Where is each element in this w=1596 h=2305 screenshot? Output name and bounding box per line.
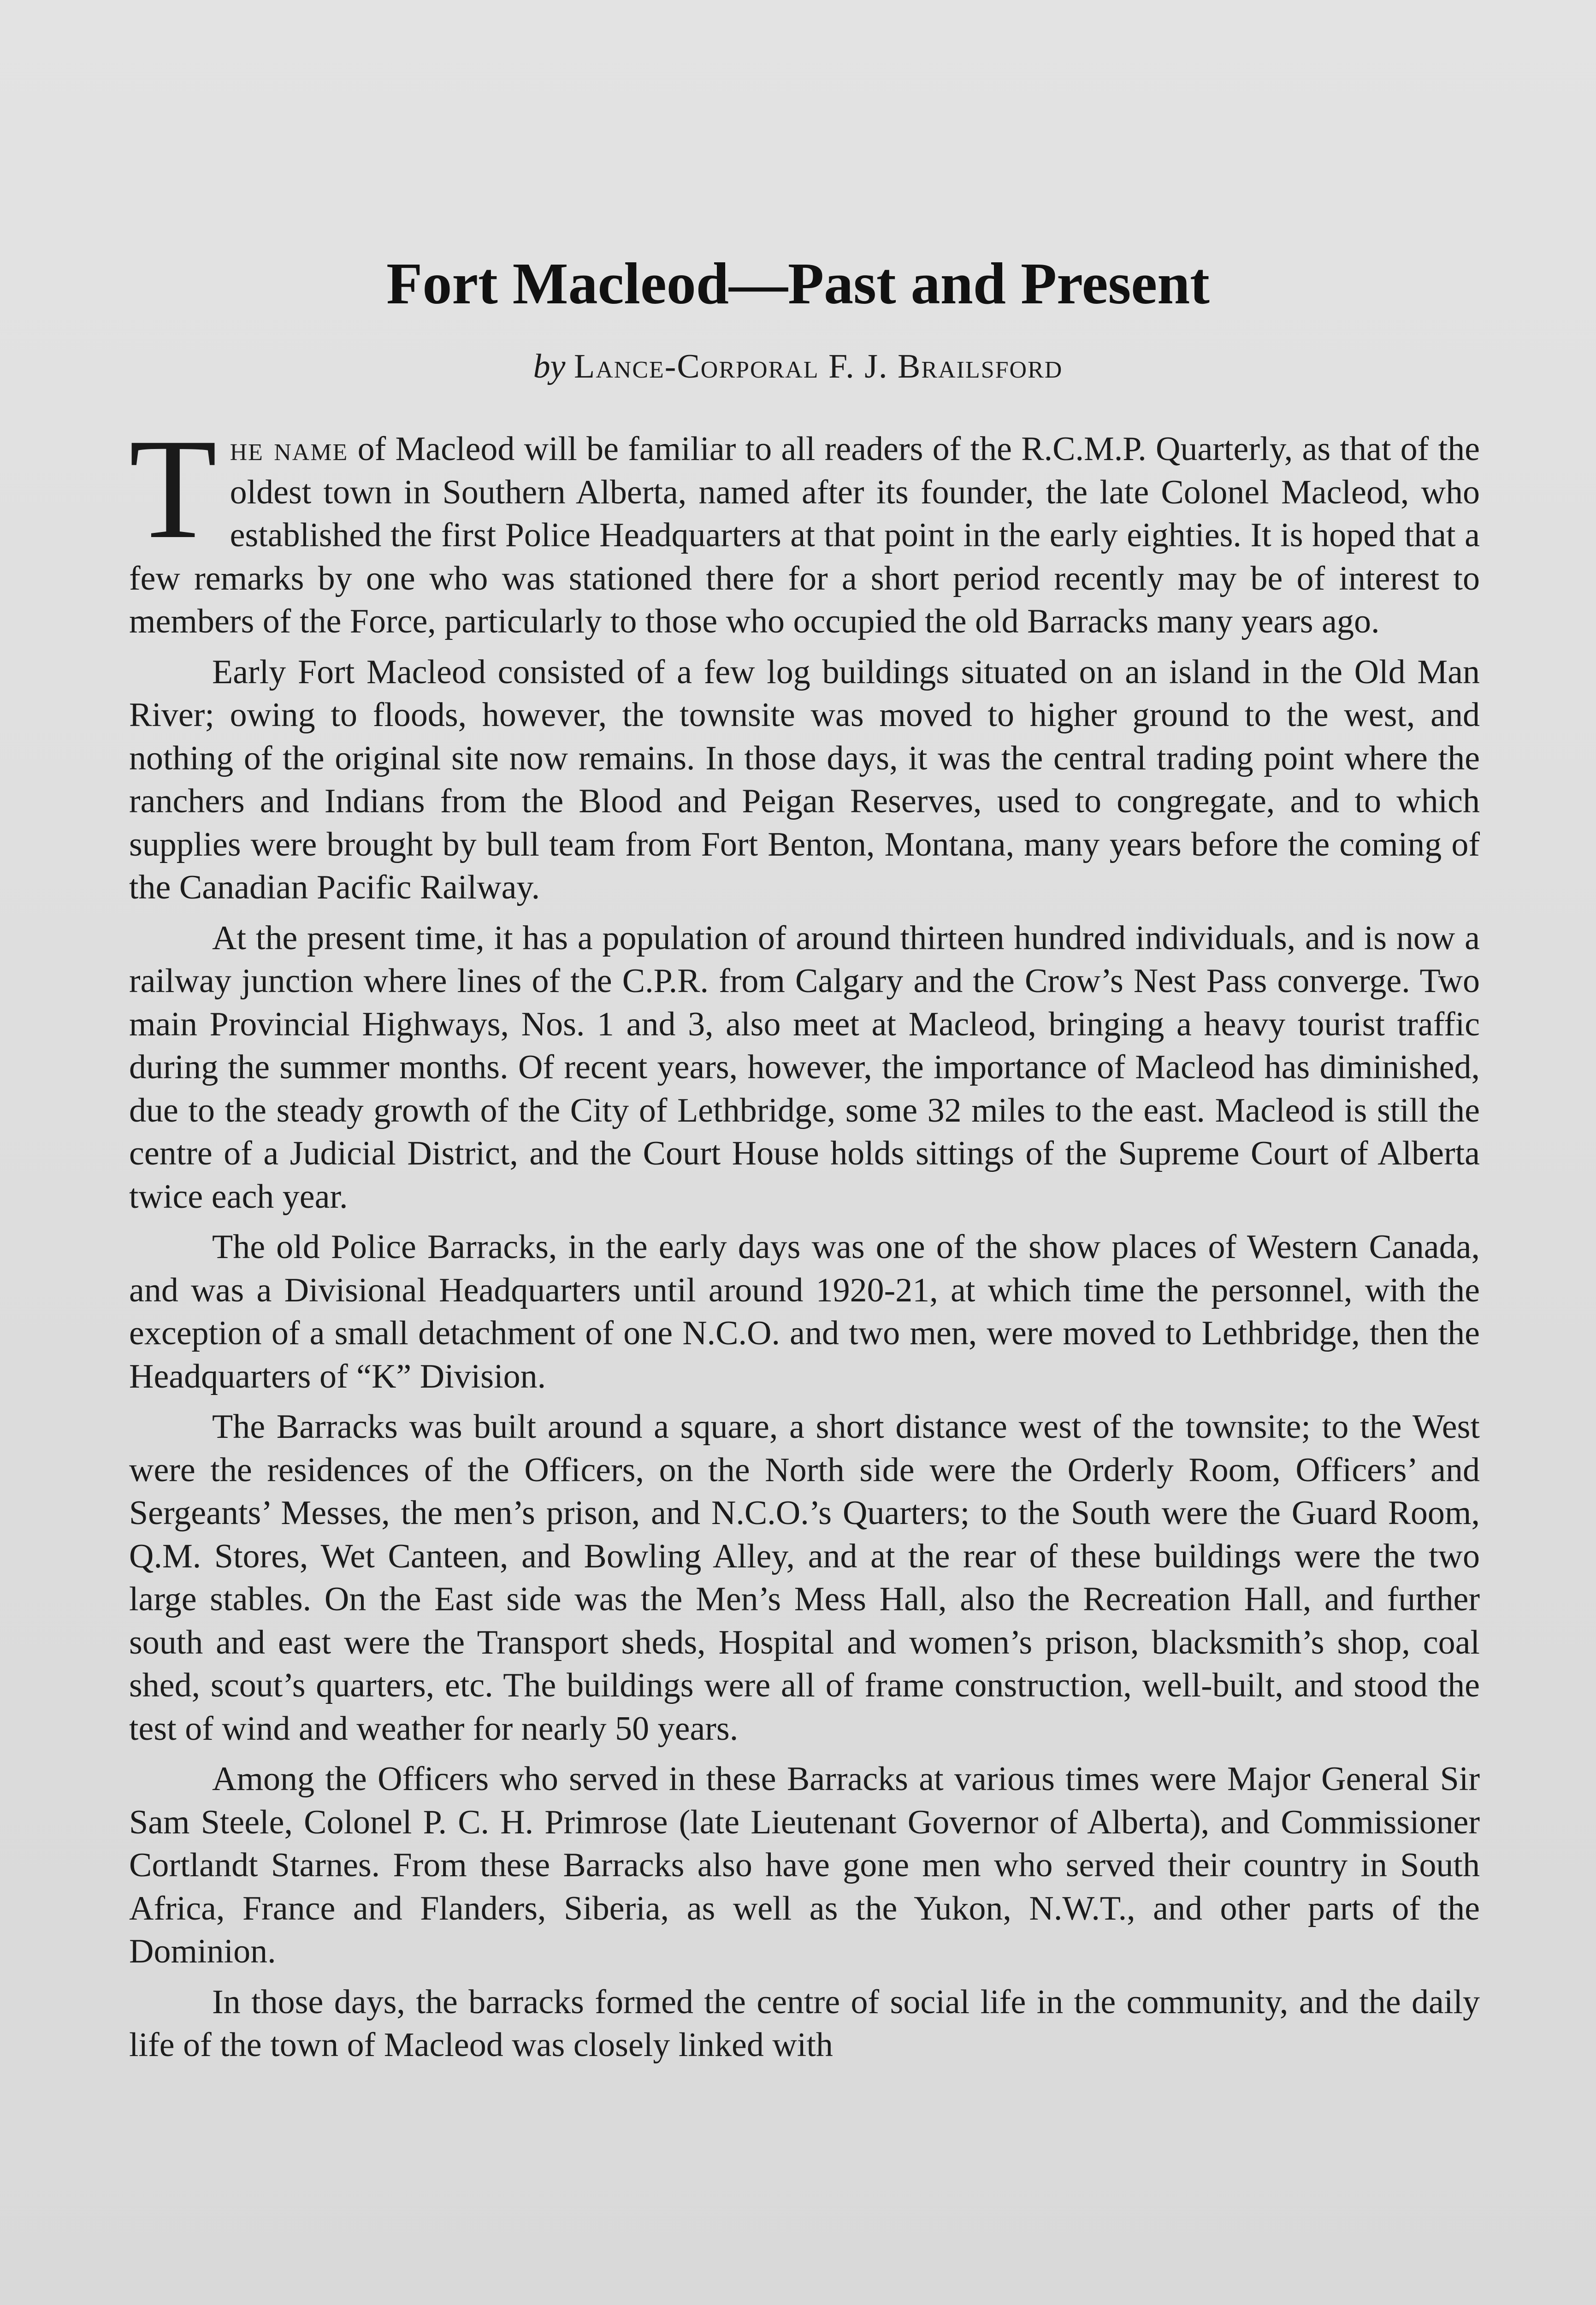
article-body xyxy=(129,409,1480,2067)
paragraph-2: Early Fort Macleod consisted of a few log buildings situated on an island in the Old Man River; owing to floods, however, the townsite was moved to higher ground to the west, and nothing of the original site now remains. In those days, it was the central trading point where the ranchers and Indians from the Blood and Peigan Reserves, used to congregate, and to which supplies were brought by bull team from Fort Benton, Montana, many years before the coming of the Canadian Pacific Railway. xyxy=(129,653,1480,906)
article-title: Fort Macleod—Past and Present xyxy=(386,251,1210,316)
paragraph-1-text: of Macleod will be familiar to all readers of the R.C.M.P. Quarterly, as that of the oldest town in Southern Alberta, named after its founder, the late Colonel Macleod, who established the first Police Headquarters at that point in the early eighties. It is hoped that a few remarks by one who was stationed there for a short period recently may be of interest to members of the Force, particularly to those who occupied the old Barracks many years ago. xyxy=(129,430,1480,640)
paragraph-1 xyxy=(129,409,1480,644)
paragraph-3: At the present time, it has a population of around thirteen hundred individuals, and is now a railway junction where lines of the C.P.R. from Calgary and the Crow’s Nest Pass converge. Two main Provincial Highways, Nos. 1 and 3, also meet at Macleod, bringing a heavy tourist traffic during the summer months. Of recent years, however, the importance of Macleod has diminished, due to the steady growth of the City of Lethbridge, some 32 miles to the east. Macleod is still the centre of a Judicial District, and the Court House holds sittings of the Supreme Court of Alberta twice each year. xyxy=(129,919,1480,1216)
drop-cap: T xyxy=(129,409,217,568)
paragraph-4: The old Police Barracks, in the early days was one of the show places of Western Canada, and was a Divisional Headquarters until around 1920-21, at which time the personnel, with the exception of a small detachment of one N.C.O. and two men, were moved to Lethbridge, then the Headquarters of “K” Division. xyxy=(129,1228,1480,1395)
article-byline xyxy=(0,343,1596,390)
paragraph-7: In those days, the barracks formed the centre of social life in the community, and the daily life of the town of Macleod was closely linked with xyxy=(129,1983,1480,2064)
paragraph-5: The Barracks was built around a square, a short distance west of the townsite; to the West were the residences of the Officers, on the North side were the Orderly Room, Officers’ and Sergeants’ Messes, the men’s prison, and N.C.O.’s Quarters; to the South were the Guard Room, Q.M. Stores, Wet Canteen, and Bowling Alley, and at the rear of these buildings were the two large stables. On the East side was the Men’s Mess Hall, also the Recreation Hall, and further south and east were the Transport sheds, Hospital and women’s prison, blacksmith’s shop, coal shed, scout’s quarters, etc. The buildings were all of frame construction, well-built, and stood the test of wind and weather for nearly 50 years. xyxy=(129,1408,1480,1748)
byline-by: by xyxy=(533,348,566,385)
paragraph-6: Among the Officers who served in these Barracks at various times were Major General Sir Sam Steele, Colonel P. C. H. Primrose (late Lieutenant Governor of Alberta), and Commissioner Cortlandt Starnes. From these Barracks also have gone men who served their country in South Africa, France and Flanders, Siberia, as well as the Yukon, N.W.T., and other parts of the Dominion. xyxy=(129,1760,1480,1970)
byline-author: Lance-Corporal F. J. Brailsford xyxy=(574,348,1063,385)
lead-words: he name xyxy=(230,430,349,468)
